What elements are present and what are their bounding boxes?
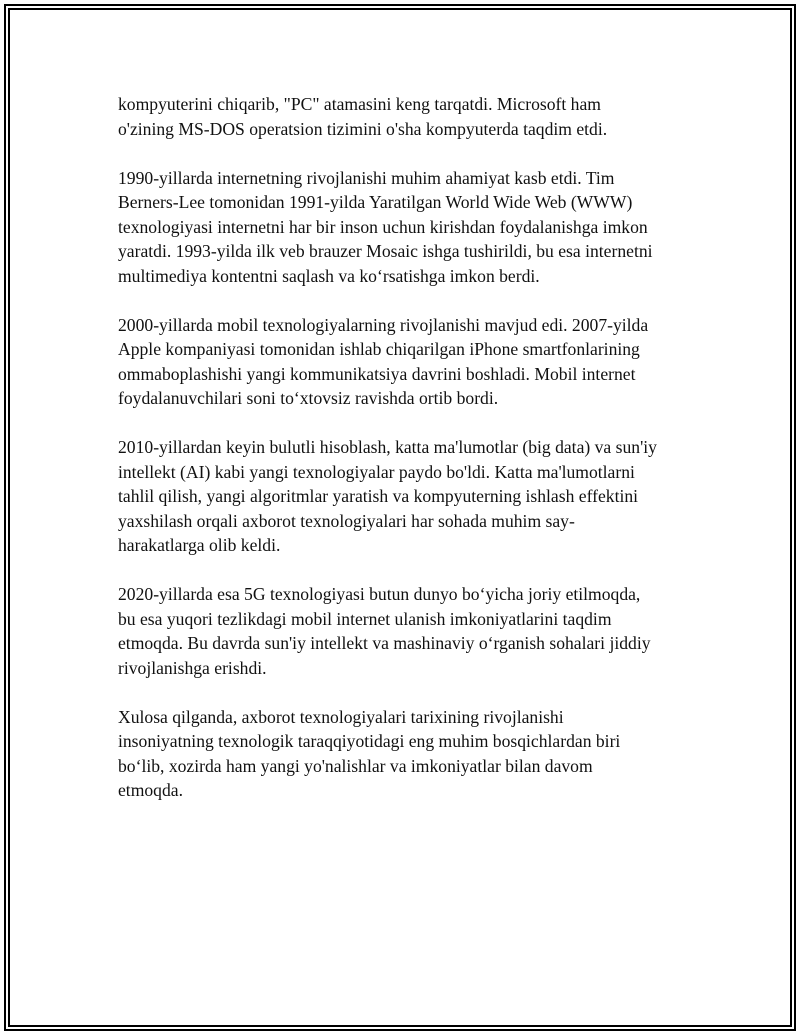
text-line: Berners-Lee tomonidan 1991-yilda Yaratilgan World Wide Web (WWW) [118, 192, 633, 212]
document-body [118, 92, 693, 827]
text-line: texnologiyasi internetni har bir inson uchun kirishdan foydalanishga imkon [118, 216, 648, 237]
text-line: 2000-yillarda mobil texnologiyalarning rivojlanishi mavjud edi. 2007-yilda [118, 314, 649, 335]
text-line: tahlil qilish, yangi algoritmlar yaratish va kompyuterning ishlash effektini [118, 486, 639, 506]
text-line: 2010-yillardan keyin bulutli hisoblash, katta ma'lumotlar (big data) va sun'iy [118, 437, 657, 457]
text-line: etmoqda. Bu davrda sun'iy intellekt va mashinaviy o‘rganish sohalari jiddiy [118, 633, 651, 653]
paragraph [118, 582, 693, 680]
text-line: multimediya kontentni saqlash va ko‘rsatishga imkon berdi. [118, 265, 540, 286]
text-line: rivojlanishga erishdi. [118, 657, 267, 678]
text-line: intellekt (AI) kabi yangi texnologiyalar paydo bo'ldi. Katta ma'lumotlarni [118, 461, 635, 482]
paragraph [118, 313, 693, 411]
text-line: harakatlarga olib keldi. [118, 535, 281, 555]
text-line: yaxshilash orqali axborot texnologiyalari har sohada muhim say- [118, 510, 575, 531]
text-line: bo‘lib, xozirda ham yangi yo'nalishlar va imkoniyatlar bilan davom [118, 755, 593, 776]
text-line: insoniyatning texnologik taraqqiyotidagi eng muhim bosqichlardan biri [118, 731, 621, 751]
text-line: Apple kompaniyasi tomonidan ishlab chiqarilgan iPhone smartfonlarining [118, 339, 640, 359]
text-line: bu esa yuqori tezlikdagi mobil internet ulanish imkoniyatlarini taqdim [118, 608, 612, 629]
paragraph [118, 705, 693, 803]
text-line: 1990-yillarda internetning rivojlanishi muhim ahamiyat kasb etdi. Tim [118, 167, 615, 188]
text-line: etmoqda. [118, 780, 183, 800]
paragraph [118, 166, 693, 289]
text-line: 2020-yillarda esa 5G texnologiyasi butun dunyo bo‘yicha joriy etilmoqda, [118, 584, 641, 604]
text-line: foydalanuvchilari soni to‘xtovsiz ravishda ortib bordi. [118, 388, 499, 408]
text-line: yaratdi. 1993-yilda ilk veb brauzer Mosaic ishga tushirildi, bu esa internetni [118, 241, 653, 261]
text-line: Xulosa qilganda, axborot texnologiyalari tarixining rivojlanishi [118, 706, 564, 727]
paragraph [118, 92, 693, 141]
text-line: kompyuterini chiqarib, "PC" atamasini keng tarqatdi. Microsoft ham [118, 94, 601, 114]
text-line: ommaboplashishi yangi kommunikatsiya davrini boshladi. Mobil internet [118, 363, 636, 384]
text-line: o'zining MS-DOS operatsion tizimini o'sha kompyuterda taqdim etdi. [118, 118, 608, 139]
paragraph [118, 435, 693, 558]
